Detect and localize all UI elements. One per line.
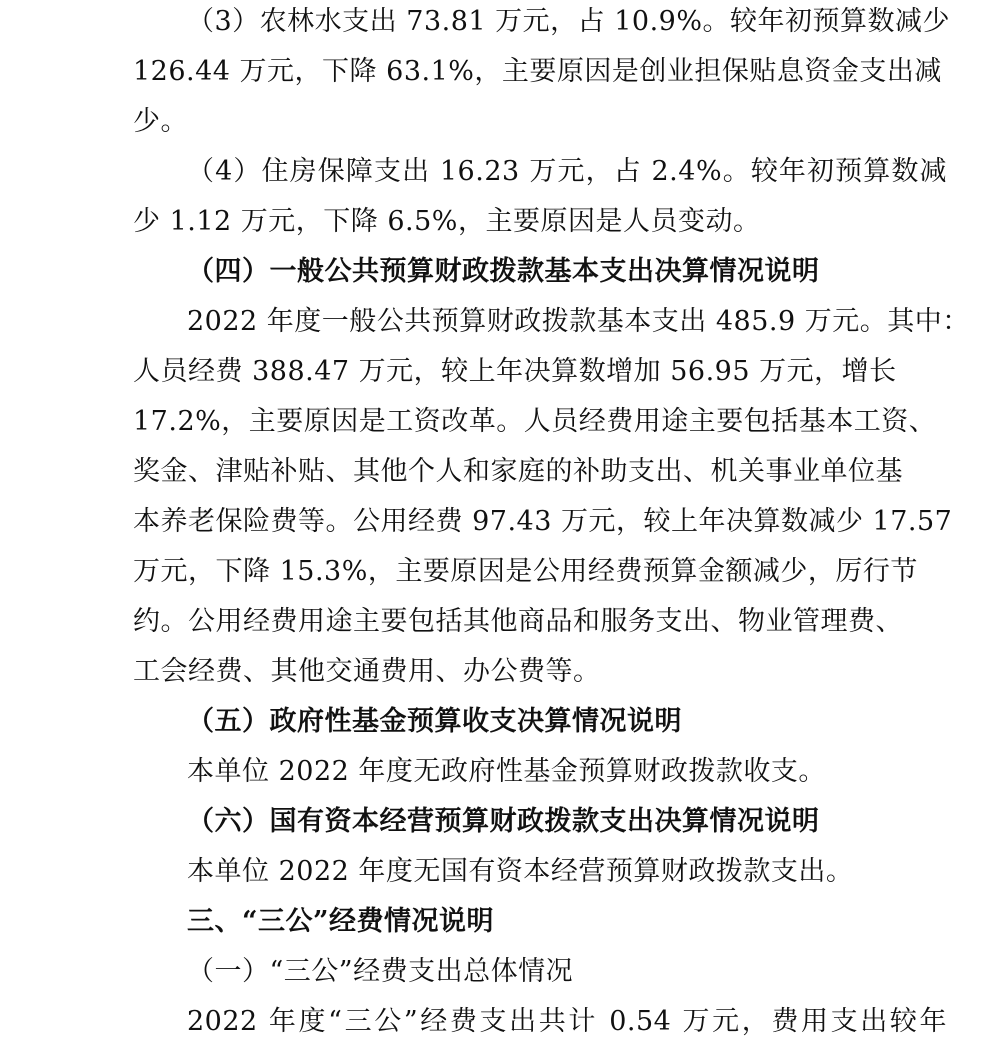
paragraph-line: 2022 年度一般公共预算财政拨款基本支出 485.9 万元。其中： bbox=[187, 306, 970, 337]
paragraph-line: （4）住房保障支出 16.23 万元，占 2.4%。较年初预算数减 bbox=[187, 156, 947, 187]
section-heading: （一）“三公”经费支出总体情况 bbox=[187, 956, 574, 987]
paragraph-line: 约。公用经费用途主要包括其他商品和服务支出、物业管理费、 bbox=[133, 606, 903, 637]
section-heading: （五）政府性基金预算收支决算情况说明 bbox=[187, 706, 682, 737]
paragraph-line: 本单位 2022 年度无国有资本经营预算财政拨款支出。 bbox=[187, 856, 854, 887]
chapter-heading: 三、“三公”经费情况说明 bbox=[187, 906, 495, 937]
section-heading: （六）国有资本经营预算财政拨款支出决算情况说明 bbox=[187, 806, 820, 837]
paragraph-line: 2022 年度“三公”经费支出共计 0.54 万元，费用支出较年 bbox=[187, 1006, 947, 1037]
paragraph-line: 工会经费、其他交通费用、办公费等。 bbox=[133, 656, 601, 687]
section-heading: （四）一般公共预算财政拨款基本支出决算情况说明 bbox=[187, 256, 820, 287]
paragraph-line: 126.44 万元，下降 63.1%，主要原因是创业担保贴息资金支出减 bbox=[133, 56, 942, 87]
paragraph-line: 少 1.12 万元，下降 6.5%，主要原因是人员变动。 bbox=[133, 206, 761, 237]
paragraph-line: 万元，下降 15.3%，主要原因是公用经费预算金额减少，厉行节 bbox=[133, 556, 918, 587]
paragraph-line: （3）农林水支出 73.81 万元，占 10.9%。较年初预算数减少 bbox=[187, 6, 950, 37]
paragraph-line: 奖金、津贴补贴、其他个人和家庭的补助支出、机关事业单位基 bbox=[133, 456, 903, 487]
paragraph-line: 17.2%，主要原因是工资改革。人员经费用途主要包括基本工资、 bbox=[133, 406, 937, 437]
paragraph-line: 本养老保险费等。公用经费 97.43 万元，较上年决算数减少 17.57 bbox=[133, 506, 953, 537]
paragraph-line: 少。 bbox=[133, 106, 188, 137]
paragraph-line: 人员经费 388.47 万元，较上年决算数增加 56.95 万元，增长 bbox=[133, 356, 897, 387]
paragraph-line: 本单位 2022 年度无政府性基金预算财政拨款收支。 bbox=[187, 756, 826, 787]
